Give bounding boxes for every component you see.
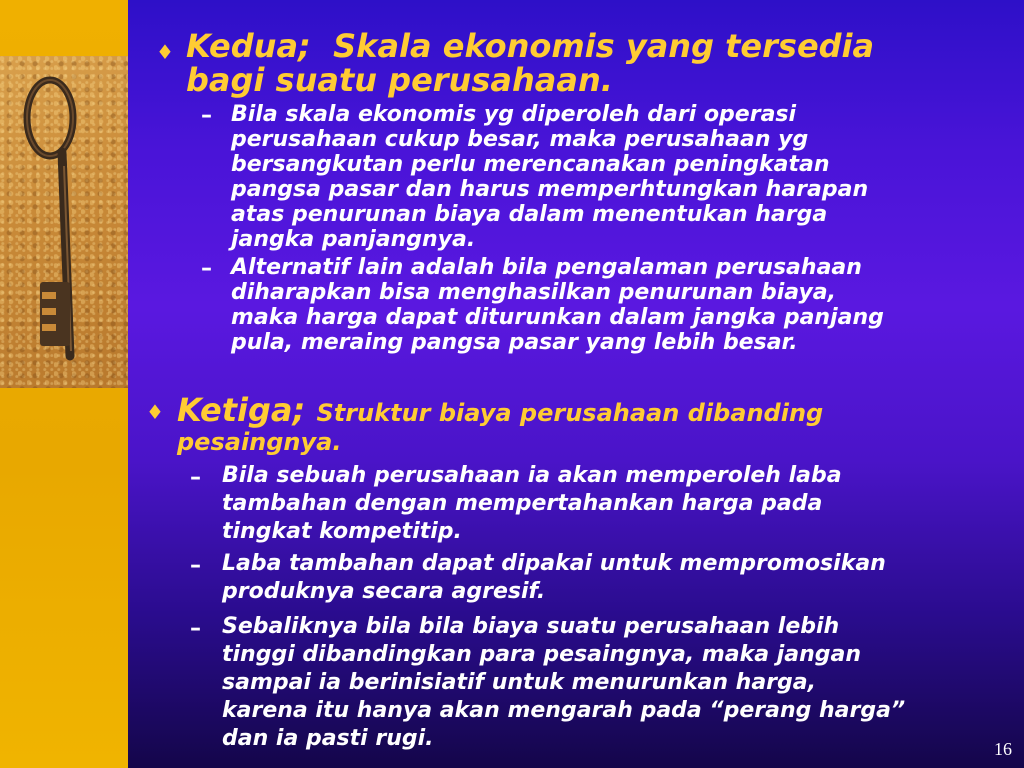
heading-text: Skala ekonomis yang tersedia (333, 27, 875, 65)
text-line: dan ia pasti rugi. (222, 726, 434, 751)
text-line: Alternatif lain adalah bila pengalaman perusahaan (231, 255, 862, 280)
subpoint (222, 550, 886, 606)
text-line: Sebaliknya bila bila biaya suatu perusahaan lebih (222, 614, 840, 639)
bullet-icon: ♦ (146, 400, 164, 424)
text-line: atas penurunan biaya dalam menentukan harga (231, 202, 828, 227)
text-line: tambahan dengan mempertahankan harga pada (222, 491, 823, 516)
dash-icon: – (201, 256, 212, 281)
subpoint (222, 613, 905, 753)
key-icon (0, 56, 128, 388)
text-line: Laba tambahan dapat dipakai untuk mempromosikan (222, 551, 886, 576)
text-line: jangka panjangnya. (231, 227, 476, 252)
text-line: diharapkan bisa menghasilkan penurunan biaya, (231, 280, 836, 305)
text-line: tinggi dibandingkan para pesaingnya, maka jangan (222, 642, 862, 667)
text-line: Bila sebuah perusahaan ia akan memperoleh laba (222, 463, 842, 488)
bullet-icon: ♦ (156, 40, 174, 64)
heading-line-2: pesaingnya. (177, 428, 342, 456)
text-line: tingkat kompetitip. (222, 519, 462, 544)
text-line: pula, meraing pangsa pasar yang lebih besar. (231, 330, 798, 355)
heading-label: Kedua; (186, 27, 311, 65)
page-number: 16 (994, 739, 1012, 759)
dash-icon: – (190, 553, 201, 578)
text-line: sampai ia berinisiatif untuk menurunkan harga, (222, 670, 816, 695)
heading-line-2: bagi suatu perusahaan. (186, 61, 613, 99)
text-line: karena itu hanya akan mengarah pada “perang harga” (222, 698, 906, 723)
subpoint (222, 462, 842, 546)
dash-icon: – (201, 103, 212, 128)
text-line: bersangkutan perlu merencanakan peningkatan (231, 152, 830, 177)
key-image (0, 56, 128, 388)
text-line: Bila skala ekonomis yg diperoleh dari operasi (231, 102, 797, 127)
heading-line (177, 391, 823, 429)
subpoint (231, 255, 884, 355)
text-line: perusahaan cukup besar, maka perusahaan yg (231, 127, 809, 152)
heading-label: Ketiga; (177, 391, 306, 429)
dash-icon: – (190, 465, 201, 490)
dash-icon: – (190, 616, 201, 641)
text-line: pangsa pasar dan harus memperhtungkan harapan (231, 177, 869, 202)
heading-text: Struktur biaya perusahaan dibanding (316, 399, 824, 427)
text-line: produknya secara agresif. (222, 579, 546, 604)
heading-line (186, 29, 874, 63)
text-line: maka harga dapat diturunkan dalam jangka panjang (231, 305, 884, 330)
subpoint (231, 102, 868, 252)
